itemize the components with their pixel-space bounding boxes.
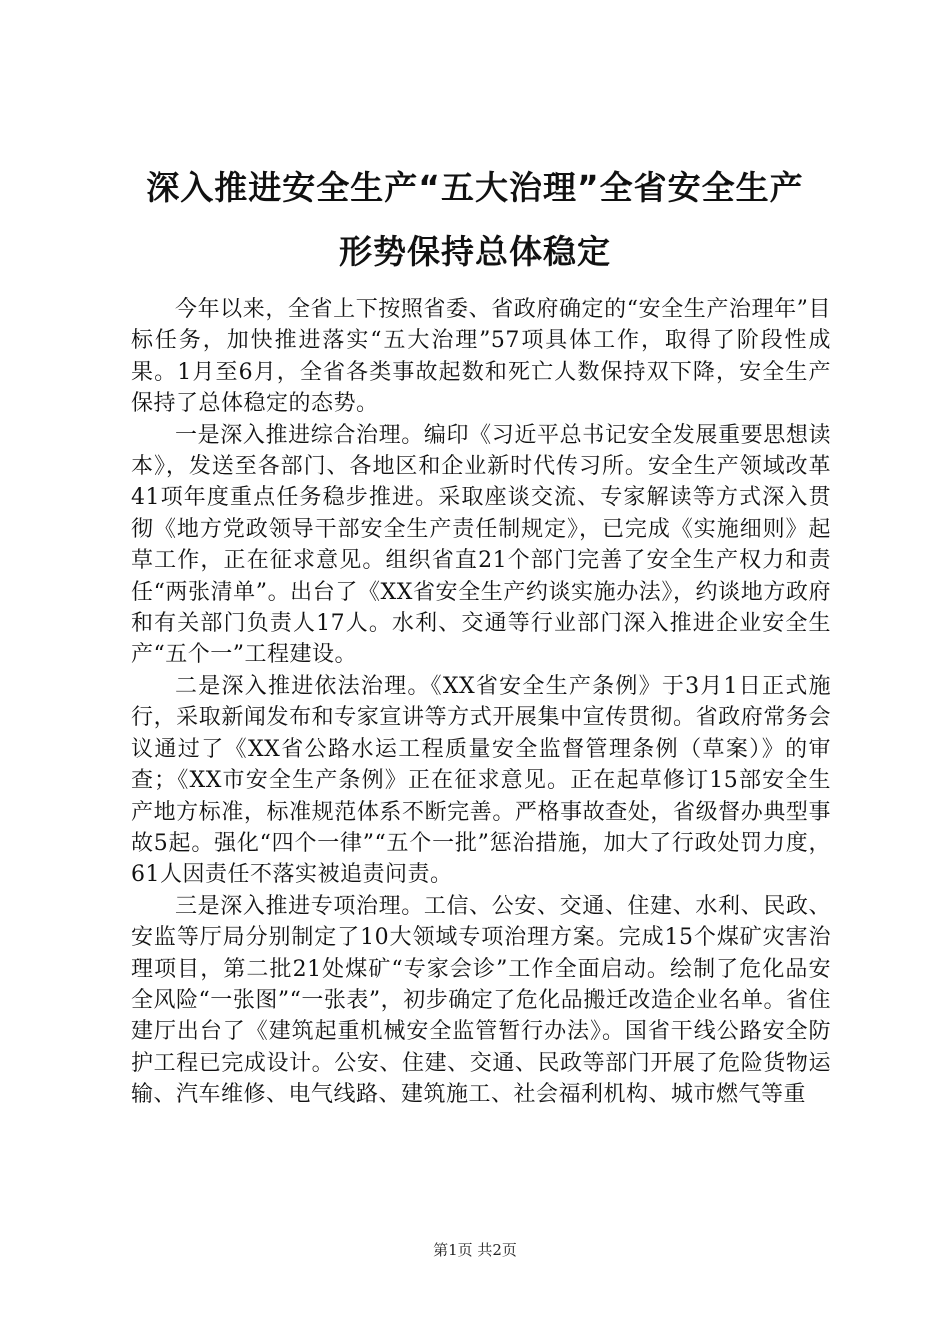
paragraph-legal-governance: 二是深入推进依法治理。《XX省安全生产条例》于3月1日正式施行，采取新闻发布和专家宣讲等方式开展集中宣传贯彻。省政府常务会议通过了《XX省公路水运工程质量安全监督管理条例（草案）》的审查；《XX市安全生产条例》正在征求意见。正在起草修订15部安全生产地方标准，标准规范体系不断完善。严格事故查处，省级督办典型事故5起。强化“四个一律”“五个一批”惩治措施，加大了行政处罚力度，61人因责任不落实被追责问责。 (131, 673, 831, 888)
title-line-2: 形势保持总体稳定 (339, 232, 611, 271)
page-footer: 第1页 共2页 (433, 1241, 517, 1259)
paragraph-intro: 今年以来，全省上下按照省委、省政府确定的“安全生产治理年”目标任务，加快推进落实“五大治理”57项具体工作，取得了阶段性成果。1月至6月，全省各类事故起数和死亡人数保持双下降，安全生产保持了总体稳定的态势。 (131, 297, 831, 417)
title-line-1: 深入推进安全生产“五大治理”全省安全生产 (146, 168, 804, 207)
paragraph-special-governance: 三是深入推进专项治理。工信、公安、交通、住建、水利、民政、安监等厅局分别制定了10大领域专项治理方案。完成15个煤矿灾害治理项目，第二批21处煤矿“专家会诊”工作全面启动。绘制了危化品安全风险“一张图”“一张表”，初步确定了危化品搬迁改造企业名单。省住建厅出台了《建筑起重机械安全监管暂行办法》。国省干线公路安全防护工程已完成设计。公安、住建、交通、民政等部门开展了危险货物运输、汽车维修、电气线路、建筑施工、社会福利机构、城市燃气等重 (131, 893, 831, 1108)
document-title (100, 156, 850, 284)
paragraph-comprehensive-governance: 一是深入推进综合治理。编印《习近平总书记安全发展重要思想读本》，发送至各部门、各地区和企业新时代传习所。安全生产领域改革41项年度重点任务稳步推进。采取座谈交流、专家解读等方式深入贯彻《地方党政领导干部安全生产责任制规定》，已完成《实施细则》起草工作，正在征求意见。组织省直21个部门完善了安全生产权力和责任“两张清单”。出台了《XX省安全生产约谈实施办法》，约谈地方政府和有关部门负责人17人。水利、交通等行业部门深入推进企业安全生产“五个一”工程建设。 (131, 422, 831, 668)
document-body (131, 294, 831, 1111)
